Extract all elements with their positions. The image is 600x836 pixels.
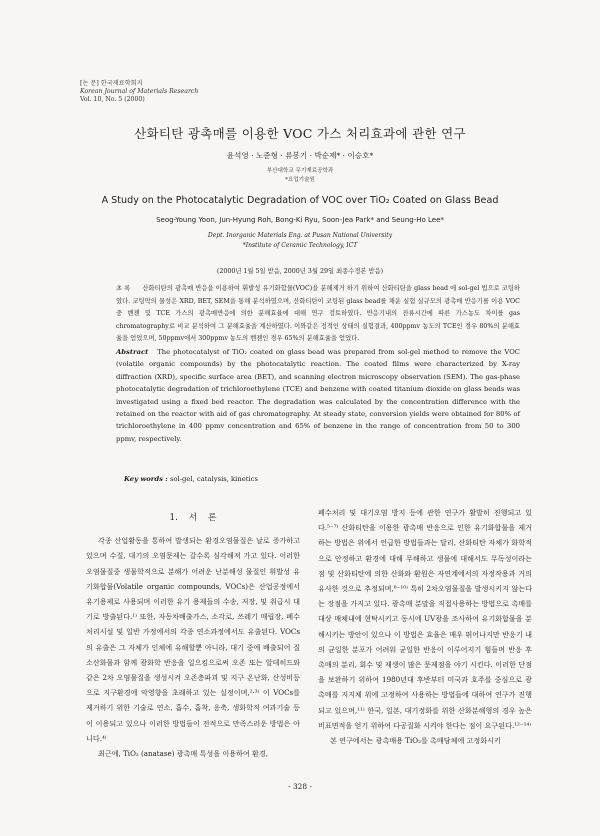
abstract-english — [116, 346, 520, 445]
body-column-right — [318, 505, 532, 748]
abstract-korean-label: 초 록 — [116, 285, 131, 292]
affiliation-korean-1: 부산대학교 무기재료공학과 — [266, 168, 334, 174]
keywords — [124, 475, 258, 483]
title-korean: 산화티탄 광촉매를 이용한 VOC 가스 처리효과에 관한 연구 — [134, 126, 466, 141]
journal-name-ko: [논 문] 한국재료학회지 — [80, 80, 143, 87]
body-paragraph: 폐수처리 및 대기오염 방지 등에 관한 연구가 활발히 진행되고 있다.⁵⁻⁷⁾ 산화티탄을 이용한 광촉매 반응으로 인한 유기화합물을 제거하는 방법은 위에서 언급한 방법들과는 달리, 산화티탄 자체가 화학적으로 안정하고 환경에 대해 무해하고 생물에 대해서도 무독성이라는 점 및 산화티탄에 의한 산화와 환원은 자연계에서의 자정작용과 거의 유사한 것으로 추정되며,⁸⁻¹⁰⁾ 특히 2차오염물질을 발생시키지 않는다는 장점을 가지고 있다. 광촉매 분말을 직접사용하는 방법으로 촉매를 대상 매체내에 현탁시키고 동시에 UV광을 조사하여 유기화합물을 분해시키는 방안이 있으나 이 방법은 효율은 매우 뛰어나지만 반응기 내의 균일한 분포가 어려워 균일한 반응이 이루어지기 힘들며 반응 후 촉매의 분리, 회수 및 재생이 많은 문제점을 야기 시킨다. 이러한 단점을 보완하기 위하여 1980년대 후반부터 미국과 호주를 중심으로 광촉매를 지지체 위에 고정하여 사용하는 방법들에 대하여 연구가 진행되고 있으며,¹¹⁾ 한국, 일본, 대기정화를 위한 산화분해형의 경우 높은 비표면적을 얻기 위하여 다공질화 시켜야 한다는 점이 요구된다.¹²⁻¹⁴⁾ — [318, 508, 532, 730]
title-english: A Study on the Photocatalytic Degradation of VOC over TiO₂ Coated on Glass Bead — [101, 195, 499, 206]
abstract-english-label: Abstract — [116, 348, 149, 356]
body-paragraph: 본 연구에서는 광촉매용 TiO₂를 촉매담체에 고정화시키 — [330, 736, 501, 746]
authors-english: Seog-Young Yoon, Jun-Hyung Roh, Bong-Ki Ryu, Soon-Jea Park* and Seung-Ho Lee* — [156, 216, 444, 224]
body-column-left — [86, 505, 300, 761]
abstract-english-text: The photocatalyst of TiO₂ coated on glass bead was prepared from sol-gel method to remove the VOC (volatile organic compounds) by the photocatalytic reaction. The coated films were characterized by X-ray diffraction (XRD), specific surface area (BET), and scanning electron microscopy observation (SEM). The gas-phase photocatalytic degradation of trichloroethylene (TCE) and benzene with coated titanium dioxide on glass beads was investigated using a fixed bed reactor. The degradation was calculated by the concentration difference with the retained on the reactor with aid of gas chromatography. At steady state, conversion yields were obtained for 80% of trichloroethylene in 400 ppmv concentration and 65% of benzene in the range of concentration from 50 to 300 ppmv, respectively. — [116, 348, 520, 443]
affiliation-english-1: Dept. Inorganic Materials Eng. at Pusan National University — [207, 232, 393, 239]
page-number: - 328 - — [288, 782, 312, 791]
body-paragraph: 각종 산업활동을 통하여 발생되는 환경오염물질은 날로 증가하고 있으며 수질, 대기의 오염문제는 갈수록 심각해져 가고 있다. 이러한 오염물질중 생물학적으로 분해가 어려운 난분해성 물질인 휘발성 유기화합물(Volatile organic compounds, VOCs)은 산업공정에서 유기용제로 사용되며 이러한 유기 용제들의 수송, 저장, 및 취급시 대기로 방출된다.¹⁾ 또한, 자동차배출가스, 소각로, 쓰레기 매립장, 폐수처리시설 및 일반 가정에서의 각종 연소과정에서도 유출된다. VOCs의 유출은 그 자체가 인체에 유해할뿐 아니라, 대기 중에 배출되어 질소산화물과 함께 광화학 반응을 일으킴으로써 오존 또는 알데히드와 같은 2차 오염물질을 생성시켜 오존층파괴 및 지구 온난화, 산성비등으로 지구환경에 악영향을 초래하고 있는 실정이며,²·³⁾ 이 VOCs를 제거하기 위한 기술로 연소, 흡수, 흡착, 응축, 생화학적 여과기술 등이 이용되고 있으나 이러한 방법들이 전적으로 만족스러운 방법은 아니다.⁴⁾ — [86, 536, 300, 743]
keywords-text: sol-gel, catalysis, kinetics — [170, 475, 258, 483]
journal-volume: Vol. 10, No. 5 (2000) — [80, 96, 145, 103]
received-dates: (2000년 1월 5일 받음, 2000년 3월 29일 최종수정본 받음) — [216, 268, 384, 275]
affiliation-korean-2: *요업기술원 — [285, 177, 315, 183]
affiliation-english-2: *Institute of Ceramic Technology, ICT — [242, 242, 358, 249]
section-heading: 1. 서 론 — [169, 513, 217, 523]
authors-korean: 윤석영 · 노준형 · 류봉기 · 박순제* · 이승호* — [226, 151, 374, 160]
journal-name-en: Korean Journal of Materials Research — [80, 88, 199, 95]
keywords-label: Key words : — [124, 475, 168, 483]
abstract-korean — [116, 283, 520, 346]
abstract-korean-text: 산화티탄의 광촉매 반응을 이용하여 휘발성 유기화합물(VOC)을 분해제거 하기 위하여 산화티탄을 glass bead 에 sol-gel 법으로 코팅하였다. 코팅막의 물성은 XRD, BET, SEM을 통해 분석하였으며, 산화티탄이 코팅된 glass bead를 채운 실험 실규모의 광촉매 반응기를 이용 VOC중 벤젠 및 TCE 가스의 광촉매반응에 의한 분해효율에 대해 연구 검토하였다. 반응기내의 잔류시간에 따른 가스농도 차이를 gas chromatography로 비교 분석하여 그 분해효율을 계산하였다. 이와같은 정적인 상태의 실험결과, 400ppmv 농도의 TCE인 경우 80%의 분해효율을 얻었으며, 50ppmv에서 300ppmv 농도의 벤젠인 경우 65%의 분해효율을 얻었다. — [116, 285, 520, 343]
body-paragraph: 최근에, TiO₂ (anatase) 광촉매 특성을 이용하여 환경, — [98, 749, 268, 759]
journal-header — [80, 80, 198, 104]
